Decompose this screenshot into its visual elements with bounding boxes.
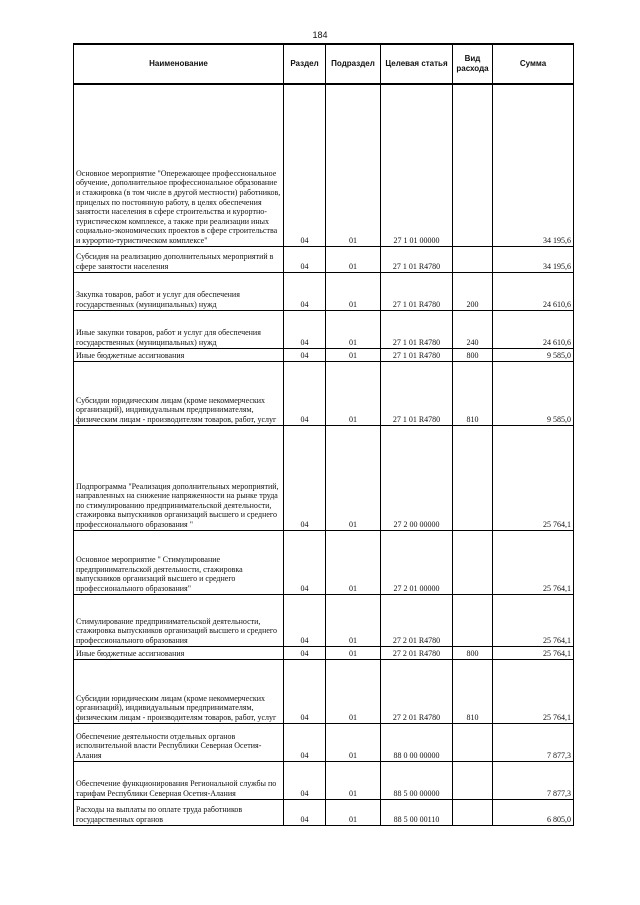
row-podrazdel: 01 [326, 594, 381, 646]
row-target: 27 2 00 00000 [381, 425, 453, 530]
row-podrazdel: 01 [326, 799, 381, 825]
row-razdel: 04 [284, 530, 326, 594]
row-vid: 810 [453, 361, 493, 425]
row-sum: 7 877,3 [493, 761, 574, 799]
table-row [74, 246, 574, 272]
row-name: Обеспечение деятельности отдельных органов исполнительной власти Республики Северная Осетия-Алания [74, 723, 284, 761]
row-vid [453, 594, 493, 646]
row-sum: 9 585,0 [493, 361, 574, 425]
row-sum: 6 805,0 [493, 799, 574, 825]
row-razdel: 04 [284, 310, 326, 348]
header-name: Наименование [74, 44, 284, 84]
row-vid [453, 723, 493, 761]
row-podrazdel: 01 [326, 761, 381, 799]
row-vid: 810 [453, 659, 493, 723]
table-row [74, 348, 574, 361]
row-vid [453, 761, 493, 799]
row-razdel: 04 [284, 659, 326, 723]
row-sum: 25 764,1 [493, 594, 574, 646]
row-razdel: 04 [284, 799, 326, 825]
row-target: 27 1 01 R4780 [381, 246, 453, 272]
row-vid: 800 [453, 348, 493, 361]
row-podrazdel: 01 [326, 246, 381, 272]
row-sum: 9 585,0 [493, 348, 574, 361]
table-row [74, 361, 574, 425]
row-razdel: 04 [284, 84, 326, 246]
row-podrazdel: 01 [326, 272, 381, 310]
row-razdel: 04 [284, 246, 326, 272]
row-target: 27 2 01 R4780 [381, 659, 453, 723]
row-vid: 240 [453, 310, 493, 348]
row-name: Субсидии юридическим лицам (кроме некоммерческих организаций), индивидуальным предпринимателям, физическим лицам - производителям товаров, работ, услуг [74, 361, 284, 425]
row-name: Основное мероприятие " Стимулирование предпринимательской деятельности, стажировка выпускников организаций высшего и среднего профессионального образования" [74, 530, 284, 594]
table-row [74, 659, 574, 723]
row-target: 27 1 01 R4780 [381, 361, 453, 425]
row-sum: 24 610,6 [493, 310, 574, 348]
row-sum: 24 610,6 [493, 272, 574, 310]
table-row [74, 425, 574, 530]
row-razdel: 04 [284, 761, 326, 799]
row-target: 88 5 00 00000 [381, 761, 453, 799]
row-name: Закупка товаров, работ и услуг для обеспечения государственных (муниципальных) нужд [74, 272, 284, 310]
header-sum: Сумма [493, 44, 574, 84]
row-vid [453, 530, 493, 594]
row-podrazdel: 01 [326, 659, 381, 723]
table-row [74, 761, 574, 799]
row-razdel: 04 [284, 272, 326, 310]
row-vid: 200 [453, 272, 493, 310]
header-razdel: Раздел [284, 44, 326, 84]
row-sum: 7 877,3 [493, 723, 574, 761]
row-sum: 34 195,6 [493, 246, 574, 272]
row-vid [453, 799, 493, 825]
table-row [74, 646, 574, 659]
row-name: Основное мероприятие "Опережающее профессиональное обучение, дополнительное профессиональное образование и стажировка (в том числе в другой местности) работников, прицелых по постоянную работу, в целях обеспечения занятости населения в сфере строительства и курортно-туристическом комплексе, а также при реализации иных социально-экономических проектов в сфере строительства и курортно-туристическом комплексе" [74, 84, 284, 246]
page-number: 184 [312, 30, 328, 40]
header-vid: Вид расхода [453, 44, 493, 84]
row-podrazdel: 01 [326, 310, 381, 348]
budget-table [73, 43, 574, 826]
row-target: 27 1 01 R4780 [381, 272, 453, 310]
row-razdel: 04 [284, 594, 326, 646]
row-podrazdel: 01 [326, 361, 381, 425]
row-name: Обеспечение функционирования Региональной службы по тарифам Республики Северная Осетия-Алания [74, 761, 284, 799]
row-razdel: 04 [284, 646, 326, 659]
row-target: 27 2 01 00000 [381, 530, 453, 594]
table-row [74, 799, 574, 825]
row-razdel: 04 [284, 723, 326, 761]
row-name: Расходы на выплаты по оплате труда работников государственных органов [74, 799, 284, 825]
row-sum: 25 764,1 [493, 530, 574, 594]
row-podrazdel: 01 [326, 530, 381, 594]
row-name: Иные бюджетные ассигнования [74, 348, 284, 361]
table-row [74, 594, 574, 646]
row-name: Стимулирование предпринимательской деятельности, стажировка выпускников организаций высшего и среднего профессионального образования [74, 594, 284, 646]
row-target: 88 5 00 00110 [381, 799, 453, 825]
row-sum: 25 764,1 [493, 646, 574, 659]
row-name: Субсидия на реализацию дополнительных мероприятий в сфере занятости населения [74, 246, 284, 272]
row-name: Подпрограмма "Реализация дополнительных мероприятий, направленных на снижение напряженности на рынке труда по стимулированию предпринимательской деятельности, стажировка выпускников организаций высшего и среднего профессионального образования " [74, 425, 284, 530]
row-sum: 25 764,1 [493, 659, 574, 723]
row-sum: 25 764,1 [493, 425, 574, 530]
row-podrazdel: 01 [326, 84, 381, 246]
row-vid: 800 [453, 646, 493, 659]
table-row [74, 310, 574, 348]
row-podrazdel: 01 [326, 425, 381, 530]
row-podrazdel: 01 [326, 723, 381, 761]
row-vid [453, 246, 493, 272]
header-target: Целевая статья [381, 44, 453, 84]
row-razdel: 04 [284, 361, 326, 425]
row-target: 88 0 00 00000 [381, 723, 453, 761]
row-name: Иные бюджетные ассигнования [74, 646, 284, 659]
row-target: 27 1 01 00000 [381, 84, 453, 246]
header-podrazdel: Подраздел [326, 44, 381, 84]
row-target: 27 1 01 R4780 [381, 310, 453, 348]
row-target: 27 1 01 R4780 [381, 348, 453, 361]
row-podrazdel: 01 [326, 646, 381, 659]
row-name: Иные закупки товаров, работ и услуг для обеспечения государственных (муниципальных) нужд [74, 310, 284, 348]
row-vid [453, 425, 493, 530]
table-row [74, 723, 574, 761]
row-target: 27 2 01 R4780 [381, 594, 453, 646]
row-podrazdel: 01 [326, 348, 381, 361]
table-header-row [74, 44, 574, 84]
row-razdel: 04 [284, 348, 326, 361]
row-sum: 34 195,6 [493, 84, 574, 246]
row-razdel: 04 [284, 425, 326, 530]
row-vid [453, 84, 493, 246]
table-row [74, 530, 574, 594]
table-row [74, 272, 574, 310]
row-name: Субсидии юридическим лицам (кроме некоммерческих организаций), индивидуальным предпринимателям, физическим лицам - производителям товаров, работ, услуг [74, 659, 284, 723]
row-target: 27 2 01 R4780 [381, 646, 453, 659]
table-row [74, 84, 574, 246]
